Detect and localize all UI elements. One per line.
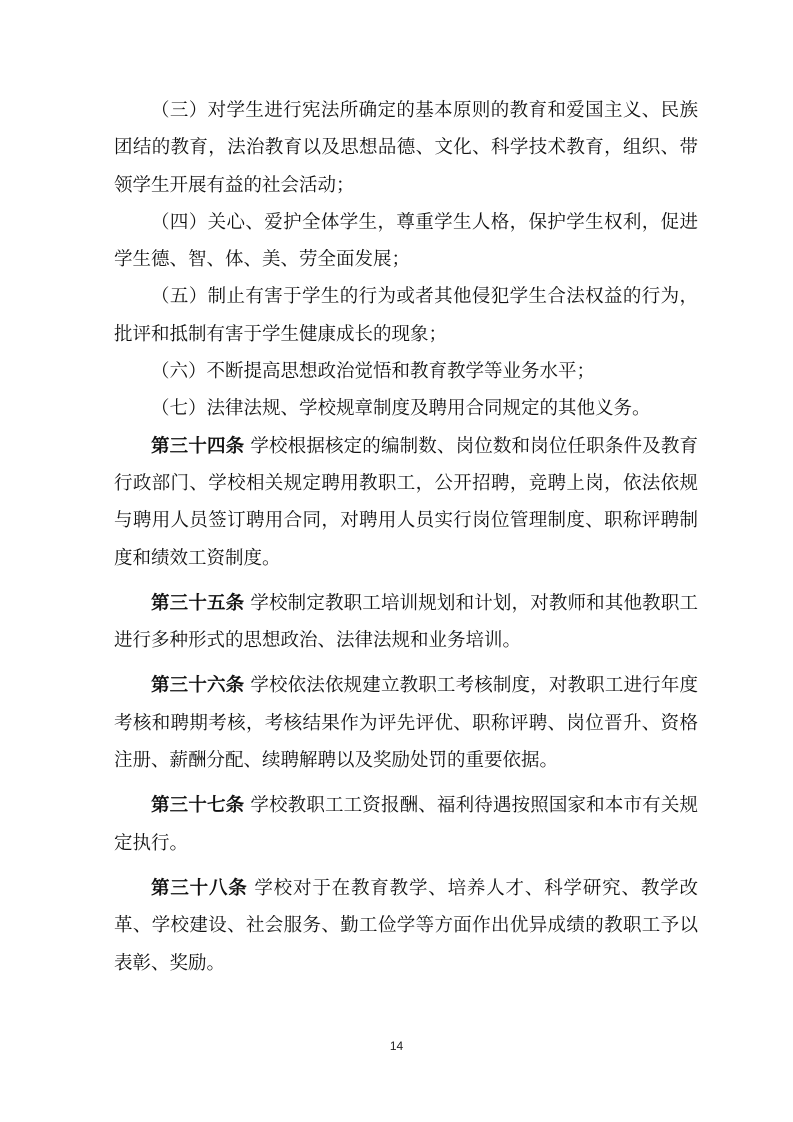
article-38-text: 学校对于在教育教学、培养人才、科学研究、教学改革、学校建设、社会服务、勤工俭学等方面作出优异成绩的教职工予以表彰、奖励。 [114,877,698,974]
clause-3 [114,92,698,204]
article-38-heading: 第三十八条 [151,877,248,899]
article-34-heading: 第三十四条 [151,435,245,457]
document-body [114,92,698,982]
article-37 [114,787,698,862]
clause-5 [114,278,698,353]
clause-3-text: （三）对学生进行宪法所确定的基本原则的教育和爱国主义、民族团结的教育，法治教育以及思想品德、文化、科学技术教育，组织、带领学生开展有益的社会活动； [114,100,698,196]
article-36 [114,667,698,779]
clause-6-text: （六）不断提高思想政治觉悟和教育教学等业务水平； [151,361,596,383]
page-number: 14 [389,1039,404,1053]
article-37-text: 学校教职工工资报酬、福利待遇按照国家和本市有关规定执行。 [114,795,698,854]
clause-7 [114,390,698,427]
article-35-heading: 第三十五条 [151,592,245,614]
clause-4 [114,204,698,279]
article-35 [114,585,698,660]
clause-6 [114,353,698,390]
article-38 [114,870,698,982]
article-36-heading: 第三十六条 [151,675,245,697]
clause-5-text: （五）制止有害于学生的行为或者其他侵犯学生合法权益的行为，批评和抵制有害于学生健康成长的现象； [114,286,698,345]
article-34-text: 学校根据核定的编制数、岗位数和岗位任职条件及教育行政部门、学校相关规定聘用教职工，公开招聘，竞聘上岗，依法依规与聘用人员签订聘用合同，对聘用人员实行岗位管理制度、职称评聘制度和绩效工资制度。 [114,435,698,569]
article-36-text: 学校依法依规建立教职工考核制度，对教职工进行年度考核和聘期考核，考核结果作为评先评优、职称评聘、岗位晋升、资格注册、薪酬分配、续聘解聘以及奖励处罚的重要依据。 [114,675,698,772]
clause-4-text: （四）关心、爱护全体学生，尊重学生人格，保护学生权利，促进学生德、智、体、美、劳全面发展； [114,211,698,271]
clause-7-text: （七）法律法规、学校规章制度及聘用合同规定的其他义务。 [151,398,651,420]
article-34 [114,428,698,577]
article-37-heading: 第三十七条 [151,795,245,817]
article-35-text: 学校制定教职工培训规划和计划，对教师和其他教职工进行多种形式的思想政治、法律法规和业务培训。 [114,592,698,652]
